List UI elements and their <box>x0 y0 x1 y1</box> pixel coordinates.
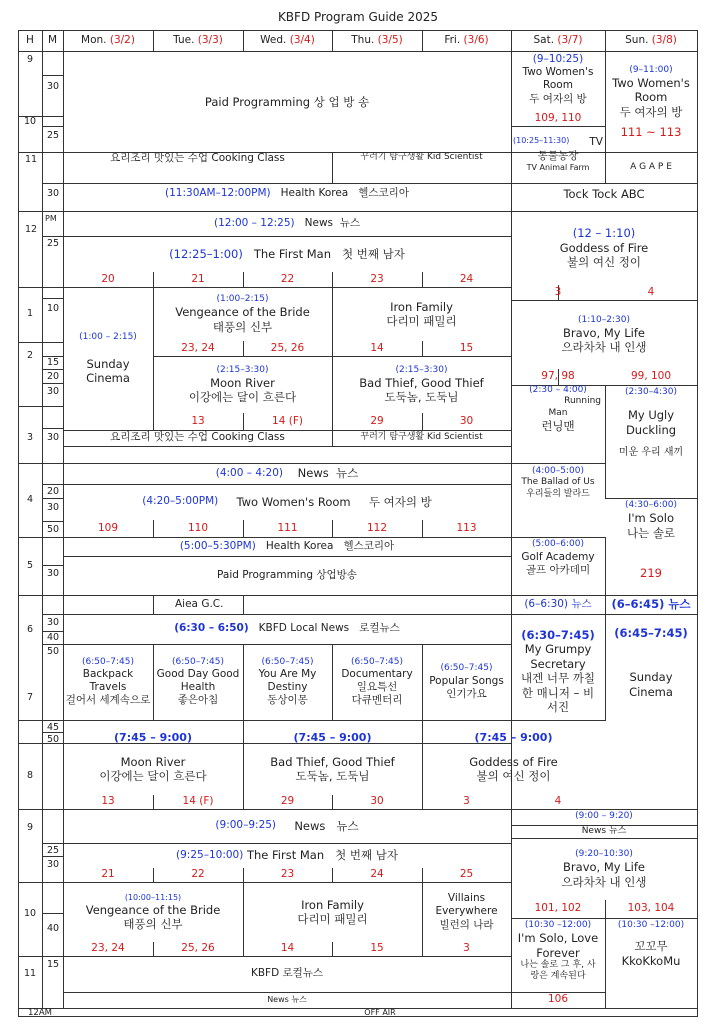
episode-number: 106 <box>547 993 569 1006</box>
minute-label: 10 <box>47 303 60 314</box>
moon-river-215: (2:15–3:30) Moon River 이강에는 달이 흐른다 <box>188 364 297 405</box>
episode-number: 29 <box>370 414 384 427</box>
thu-documentary: (6:50–7:45) Documentary 일요특선 다큐멘터리 <box>341 656 413 707</box>
bad-thief-good-thief-215: (2:15–3:30) Bad Thief, Good Thief 도둑놈, 도둑님 <box>359 364 484 405</box>
episode-number: 24 <box>370 868 384 881</box>
kbfd-local-news-630: (6:30 – 6:50) KBFD Local News 로컬뉴스 <box>174 622 400 635</box>
episode-number: 113 <box>456 521 477 534</box>
sun-agape: A G A P E <box>630 161 672 172</box>
minute-label: 45 <box>47 722 60 733</box>
health-korea-1130: (11:30AM–12:00PM) Health Korea 헬스코리아 <box>165 187 409 200</box>
episode-number: 4 <box>647 285 655 298</box>
sat-my-grumpy-secretary: (6:30–7:45) My Grumpy Secretary 내겐 너무 까칠 한 매니저 – 비 서진 <box>521 628 595 714</box>
episode-number: 25, 26 <box>181 942 215 955</box>
first-man-925: (9:25–10:00) The First Man 첫 번째 남자 <box>176 848 398 863</box>
minute-label: 50 <box>47 646 60 657</box>
episode-number: 3 <box>463 795 470 808</box>
page-title: KBFD Program Guide 2025 <box>277 10 439 24</box>
episode-number: 109 <box>97 521 119 534</box>
episode-number: 25 <box>459 868 474 881</box>
fri-villains-everywhere: Villains Everywhere 빌런의 나라 <box>435 892 498 931</box>
news-9pm: (9:00–9:25) News 뉴스 <box>215 818 359 833</box>
weekend-tocktock-abc: Tock Tock ABC <box>563 186 645 201</box>
iron-family-10pm: Iron Family 다리미 패밀리 <box>297 897 368 926</box>
cooking-class-3pm: 요리조리 맛있는 수업 Cooking Class <box>110 431 285 444</box>
episode-number: 30 <box>459 414 474 427</box>
episode-number: 14 (F) <box>182 795 214 808</box>
news-12pm: (12:00 – 12:25) News 뉴스 <box>213 216 360 229</box>
aiea-gc: Aiea G.C. <box>175 597 224 610</box>
hour-label: 10 <box>24 908 37 919</box>
hour-label: 11 <box>25 154 38 165</box>
episode-number: 3 <box>463 942 470 955</box>
pm-label: PM <box>45 214 57 223</box>
hour-label: 5 <box>27 560 34 571</box>
moon-river-745: (7:45 – 9:00) Moon River 이강에는 달이 흐른다 <box>99 731 207 784</box>
kbfd-local-news-1115: KBFD 로컬뉴스 <box>250 967 324 980</box>
episode-number: 21 <box>101 868 115 881</box>
episode-number: 97, 98 <box>541 370 575 383</box>
minute-label: 50 <box>47 734 60 745</box>
episode-number: 23, 24 <box>91 942 125 955</box>
header-day-tue: Tue. (3/3) <box>173 33 223 46</box>
midnight-label: 12AM <box>28 1008 52 1018</box>
minute-label: 40 <box>47 632 60 643</box>
episode-number: 13 <box>101 795 115 808</box>
episode-number: 15 <box>370 942 384 955</box>
episode-number: 29 <box>280 795 295 808</box>
episode-number: 3 <box>554 285 562 298</box>
sun-my-ugly-duckling: (2:30–4:30) My Ugly Duckling 미운 우리 새끼 <box>618 387 684 458</box>
minute-label: 30 <box>47 568 60 579</box>
sat-animal-farm: (10:25–11:30) TV 동물농장 TV Animal Farm <box>513 136 603 172</box>
episode-number: 22 <box>191 868 205 881</box>
hour-label: 3 <box>27 432 34 443</box>
episode-number: 103, 104 <box>627 902 675 915</box>
bad-thief-good-thief-745: (7:45 – 9:00) Bad Thief, Good Thief 도둑놈, 도둑님 <box>270 731 395 784</box>
episode-number: 23 <box>280 868 295 881</box>
sat-running-man: (2:30 – 4:00) Running Man 런닝맨 <box>529 385 601 433</box>
episode-number: 23, 24 <box>181 341 215 354</box>
sat-im-solo-love-forever: (10:30 –12:00) I'm Solo, Love Forever 나는 솔로 그 후, 사 랑은 계속된다 <box>517 920 599 982</box>
hour-label: 11 <box>24 968 37 979</box>
hour-label: 8 <box>27 770 34 781</box>
sun-twr-9am: (9–11:00) Two Women's Room 두 여자의 방 111 ~ 113 <box>612 64 690 139</box>
episode-number: 15 <box>459 341 474 354</box>
hour-label: 9 <box>27 54 34 65</box>
header-day-mon: Mon. (3/2) <box>81 33 135 46</box>
minute-label: 15 <box>47 959 60 970</box>
sun-news-6pm: (6–6:45) 뉴스 <box>611 597 691 612</box>
sun-sunday-cinema-645: (6:45–7:45) Sunday Cinema <box>614 626 688 699</box>
two-womens-room-420: (4:20–5:00PM) Two Women's Room 두 여자의 방 <box>142 494 432 509</box>
paid-programming-pm: Paid Programming 상업방송 <box>217 568 357 581</box>
sun-im-solo-430: (4:30–6:00) I'm Solo 나는 솔로 219 <box>625 500 677 580</box>
episode-number: 13 <box>191 414 205 427</box>
episode-number: 4 <box>554 795 562 808</box>
kid-scientist-11am: 꾸러기 탐구생활 Kid Scientist <box>360 152 483 163</box>
first-man-1225: (12:25–1:00) The First Man 첫 번째 남자 <box>169 246 405 261</box>
episode-number: 24 <box>459 272 474 285</box>
minute-label: 30 <box>47 502 60 513</box>
minute-label: 25 <box>47 130 60 141</box>
weekend-goddess-of-fire: (12 – 1:10) Goddess of Fire 불의 여신 정이 <box>559 226 649 270</box>
hour-label: 1 <box>27 308 34 319</box>
hour-label: 7 <box>27 692 34 703</box>
minute-label: 40 <box>47 923 60 934</box>
minute-label: 20 <box>47 486 60 497</box>
hour-label: 10 <box>24 116 37 127</box>
paid-programming-am: Paid Programming 상 업 방 송 <box>204 94 370 109</box>
episode-number: 101, 102 <box>534 902 582 915</box>
header-day-thu: Thu. (3/5) <box>351 33 403 46</box>
hour-label: 9 <box>27 822 34 833</box>
episode-number: 112 <box>366 521 388 534</box>
header-day-fri: Fri. (3/6) <box>444 33 489 46</box>
minute-column-header: M <box>47 33 58 46</box>
minute-label: 50 <box>47 524 60 535</box>
minute-label: 30 <box>47 386 60 397</box>
minute-label: 30 <box>47 188 60 199</box>
minute-label: 25 <box>47 845 60 856</box>
sun-kkokkomu: (10:30 –12:00) 꼬꼬무 KkoKkoMu <box>617 920 685 968</box>
minute-label: 30 <box>47 617 60 628</box>
episode-number: 14 <box>370 341 384 354</box>
late-news: News 뉴스 <box>267 995 307 1004</box>
episode-number: 25, 26 <box>270 341 305 354</box>
minute-label: 25 <box>47 238 60 249</box>
weekend-news-9pm: News 뉴스 <box>581 825 627 836</box>
news-4pm: (4:00 – 4:20) News 뉴스 <box>215 466 359 481</box>
weekend-bravo-my-life-920: (9:20–10:30) Bravo, My Life 으라차차 내 인생 <box>561 849 647 889</box>
vengeance-of-the-bride-1pm: (1:00–2:15) Vengeance of the Bride 태풍의 신부 <box>175 294 310 334</box>
minute-label: 30 <box>47 432 60 443</box>
episode-number: 99, 100 <box>630 370 672 383</box>
kid-scientist-3pm: 꾸러기 탐구생활 Kid Scientist <box>360 432 483 443</box>
header-day-sun: Sun. (3/8) <box>625 33 677 46</box>
episode-number: 14 (F) <box>272 414 303 427</box>
sunday-cinema-1pm: (1:00 – 2:15) Sunday Cinema <box>79 331 137 386</box>
cooking-class-11am: 요리조리 맛있는 수업 Cooking Class <box>110 152 285 165</box>
header-day-sat: Sat. (3/7) <box>533 33 583 46</box>
weekend-news-9pm-time: (9:00 – 9:20) <box>575 811 633 822</box>
goddess-of-fire-745: (7:45 – 9:00) Goddess of Fire 불의 여신 정이 <box>469 731 558 784</box>
minute-label: 15 <box>47 357 60 368</box>
sat-twr-9am: (9–10:25) Two Women's Room 두 여자의 방 109, 110 <box>522 53 594 124</box>
hour-label: 4 <box>27 494 34 505</box>
fri-popular-songs: (6:50–7:45) Popular Songs 인기가요 <box>429 663 504 700</box>
episode-number: 30 <box>370 795 384 808</box>
episode-number: 23 <box>370 272 384 285</box>
hour-label: 6 <box>27 624 34 635</box>
sat-news-6pm: (6–6:30) 뉴스 <box>524 597 592 610</box>
tue-good-day-good-health: (6:50–7:45) Good Day Good Health 좋은아침 <box>156 656 240 707</box>
episode-number: 20 <box>101 272 115 285</box>
episode-number: 22 <box>280 272 295 285</box>
wed-you-are-my-destiny: (6:50–7:45) You Are My Destiny 동상이몽 <box>258 656 317 707</box>
hour-column-header: H <box>26 33 34 46</box>
health-korea-5pm: (5:00–5:30PM) Health Korea 헬스코리아 <box>179 539 395 552</box>
hour-label: 2 <box>27 350 34 361</box>
episode-number: 14 <box>280 942 295 955</box>
off-air: OFF AIR <box>364 1008 396 1017</box>
iron-family-1pm: Iron Family 다리미 패밀리 <box>386 299 457 328</box>
minute-label: 30 <box>47 859 60 870</box>
episode-number: 21 <box>191 272 205 285</box>
header-day-wed: Wed. (3/4) <box>260 33 315 46</box>
hour-label: 12 <box>25 224 38 235</box>
weekend-bravo-my-life-110: (1:10–2:30) Bravo, My Life 으라차차 내 인생 <box>561 314 647 355</box>
mon-backpack-travels: (6:50–7:45) Backpack Travels 걸어서 세계속으로 <box>65 656 151 707</box>
episode-number: 110 <box>187 521 209 534</box>
vengeance-of-the-bride-10pm: (10:00–11:15) Vengeance of the Bride 태풍의 신부 <box>85 892 221 931</box>
sat-golf-academy: (5:00–6:00) Golf Academy 골프 아카데미 <box>521 539 595 576</box>
minute-label: 30 <box>47 81 60 92</box>
episode-number: 111 <box>277 521 298 534</box>
minute-label: 20 <box>47 371 60 382</box>
sat-ballad-of-us: (4:00–5:00) The Ballad of Us 우리들의 발라드 <box>521 466 595 499</box>
